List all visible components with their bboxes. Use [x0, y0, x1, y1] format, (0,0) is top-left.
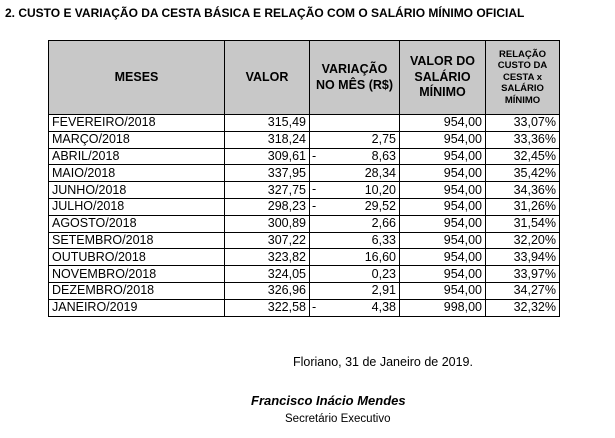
cell-valor: 337,95 — [225, 165, 310, 182]
cell-valor: 315,49 — [225, 115, 310, 132]
place-date: Floriano, 31 de Janeiro de 2019. — [293, 355, 473, 369]
cesta-basica-table — [48, 40, 560, 317]
cell-valor: 309,61 — [225, 148, 310, 165]
table-row — [49, 249, 560, 266]
page-title: 2. CUSTO E VARIAÇÃO DA CESTA BÁSICA E RELAÇÃO COM O SALÁRIO MÍNIMO OFICIAL — [5, 6, 525, 20]
cell-mes: DEZEMBRO/2018 — [49, 282, 225, 299]
variacao-value: 2,75 — [371, 132, 396, 147]
cell-valor: 322,58 — [225, 299, 310, 316]
cell-salario: 954,00 — [400, 198, 486, 215]
variacao-value: 28,34 — [364, 165, 396, 180]
cell-mes: SETEMBRO/2018 — [49, 232, 225, 249]
cell-relacao: 32,20% — [486, 232, 560, 249]
header-valor: VALOR — [225, 41, 310, 115]
variacao-value: 29,52 — [364, 199, 396, 214]
cell-relacao: 32,45% — [486, 148, 560, 165]
cell-salario: 998,00 — [400, 299, 486, 316]
cell-salario: 954,00 — [400, 148, 486, 165]
cell-mes: NOVEMBRO/2018 — [49, 266, 225, 283]
cell-variacao — [310, 131, 400, 148]
cell-mes: JULHO/2018 — [49, 198, 225, 215]
cell-mes: OUTUBRO/2018 — [49, 249, 225, 266]
cell-variacao — [310, 198, 400, 215]
table-row — [49, 299, 560, 316]
cell-valor: 323,82 — [225, 249, 310, 266]
cell-variacao — [310, 282, 400, 299]
cell-relacao: 33,07% — [486, 115, 560, 132]
cell-valor: 318,24 — [225, 131, 310, 148]
signatory-name: Francisco Inácio Mendes — [251, 393, 406, 408]
variacao-value: 10,20 — [364, 182, 396, 197]
cell-mes: ABRIL/2018 — [49, 148, 225, 165]
header-variacao: VARIAÇÃO NO MÊS (R$) — [310, 41, 400, 115]
cell-variacao — [310, 232, 400, 249]
cell-relacao: 34,27% — [486, 282, 560, 299]
negative-sign: - — [312, 198, 317, 213]
header-relacao: RELAÇÃO CUSTO DA CESTA x SALÁRIO MÍNIMO — [486, 41, 560, 115]
variacao-value: 2,66 — [371, 216, 396, 231]
cell-variacao — [310, 115, 400, 132]
cell-valor: 298,23 — [225, 198, 310, 215]
cell-mes: MARÇO/2018 — [49, 131, 225, 148]
table-row — [49, 148, 560, 165]
cell-valor: 327,75 — [225, 182, 310, 199]
table-row — [49, 266, 560, 283]
variacao-value: 16,60 — [364, 249, 396, 264]
cell-variacao — [310, 215, 400, 232]
table-row — [49, 282, 560, 299]
cell-salario: 954,00 — [400, 266, 486, 283]
cell-mes: JUNHO/2018 — [49, 182, 225, 199]
variacao-value: 2,91 — [371, 283, 396, 298]
variacao-value: 8,63 — [371, 148, 396, 163]
cell-mes: AGOSTO/2018 — [49, 215, 225, 232]
cell-valor: 324,05 — [225, 266, 310, 283]
cell-variacao — [310, 299, 400, 316]
cell-salario: 954,00 — [400, 282, 486, 299]
negative-sign: - — [312, 148, 317, 163]
cell-variacao — [310, 148, 400, 165]
cell-salario: 954,00 — [400, 249, 486, 266]
table-row — [49, 131, 560, 148]
cell-variacao — [310, 182, 400, 199]
negative-sign: - — [312, 182, 317, 197]
header-salario: VALOR DO SALÁRIO MÍNIMO — [400, 41, 486, 115]
table-row — [49, 232, 560, 249]
signatory-role: Secretário Executivo — [285, 413, 391, 425]
table-row — [49, 182, 560, 199]
cell-mes: FEVEREIRO/2018 — [49, 115, 225, 132]
cell-salario: 954,00 — [400, 131, 486, 148]
cell-relacao: 31,54% — [486, 215, 560, 232]
cell-valor: 300,89 — [225, 215, 310, 232]
cell-relacao: 31,26% — [486, 198, 560, 215]
cell-valor: 307,22 — [225, 232, 310, 249]
cell-relacao: 34,36% — [486, 182, 560, 199]
cell-relacao: 33,94% — [486, 249, 560, 266]
table-row — [49, 198, 560, 215]
variacao-value: 0,23 — [371, 266, 396, 281]
table-body — [49, 115, 560, 317]
negative-sign: - — [312, 299, 317, 314]
cell-salario: 954,00 — [400, 182, 486, 199]
variacao-value: 6,33 — [371, 232, 396, 247]
header-meses: MESES — [49, 41, 225, 115]
table-header-row — [49, 41, 560, 115]
cell-relacao: 35,42% — [486, 165, 560, 182]
table-row — [49, 215, 560, 232]
cell-variacao — [310, 266, 400, 283]
cell-salario: 954,00 — [400, 232, 486, 249]
cell-valor: 326,96 — [225, 282, 310, 299]
cell-relacao: 32,32% — [486, 299, 560, 316]
cell-salario: 954,00 — [400, 215, 486, 232]
cell-variacao — [310, 165, 400, 182]
variacao-value: 4,38 — [371, 300, 396, 315]
table-row — [49, 115, 560, 132]
cell-relacao: 33,97% — [486, 266, 560, 283]
cell-salario: 954,00 — [400, 165, 486, 182]
cell-relacao: 33,36% — [486, 131, 560, 148]
table-row — [49, 165, 560, 182]
cell-mes: JANEIRO/2019 — [49, 299, 225, 316]
cell-salario: 954,00 — [400, 115, 486, 132]
cell-variacao — [310, 249, 400, 266]
cell-mes: MAIO/2018 — [49, 165, 225, 182]
